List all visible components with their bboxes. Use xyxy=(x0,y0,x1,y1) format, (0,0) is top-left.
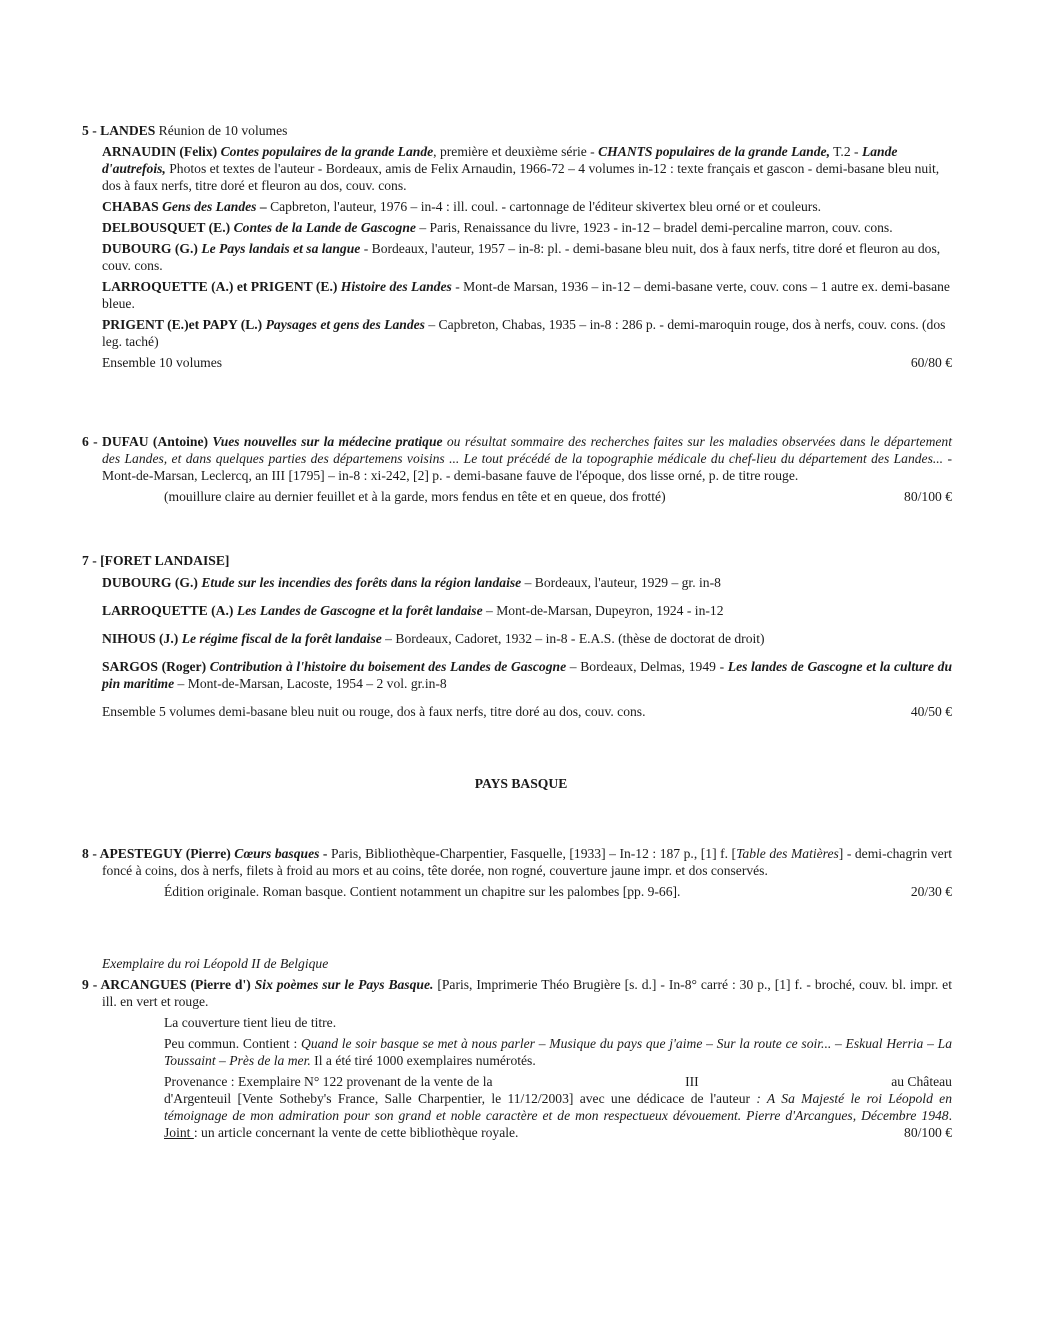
lot-5-price: 60/80 € xyxy=(910,355,952,370)
lot-8 xyxy=(82,845,952,900)
lot-9-price: 80/100 € xyxy=(904,1125,952,1140)
lot-5-heading: 5 - LANDES Réunion de 10 volumes xyxy=(82,123,288,138)
lot-6-note-row xyxy=(82,488,952,505)
lot-9-provenance-title: Exemplaire du roi Léopold II de Belgique xyxy=(102,956,329,971)
lot-7-price: 40/50 € xyxy=(910,704,952,719)
lot-7-nihous: NIHOUS (J.) Le régime fiscal de la forêt landaise – Bordeaux, Cadoret, 1932 – in-8 - E.A.S. (thèse de doctorat de droit) xyxy=(102,631,765,646)
lot-9-description: 9 - ARCANGUES (Pierre d') Six poèmes sur le Pays Basque. [Paris, Imprimerie Théo Brugière [s. d.] - In-8° carré : 30 p., [1] f. - broché, couv. bl. impr. et ill. en vert et rouge. xyxy=(82,977,952,1009)
lot-9-provenance-line: Provenance : Exemplaire N° 122 provenant de la vente de la III au Château xyxy=(164,1074,952,1089)
lot-6-note: (mouillure claire au dernier feuillet et à la garde, mors fendus en tête et en queue, dos frotté) xyxy=(164,489,666,504)
lot-8-note-row xyxy=(82,883,952,900)
lot-5-larroquette: LARROQUETTE (A.) et PRIGENT (E.) Histoire des Landes - Mont-de Marsan, 1936 – in-12 – demi-basane verte, couv. cons – 1 autre ex. demi-basane bleue. xyxy=(102,279,950,311)
lot-9-provenance: d'Argenteuil [Vente Sotheby's France, Salle Charpentier, le 11/12/2003] avec une dédicace de l'auteur : A Sa Majesté le roi Léopold en témoignage de mon admiration pour son grand et noble caractère et de mon respectueux dévouement. Pierre d'Arcangues, Décembre 1948. Joint : un article concernant la vente de cette bibliothèque royale. 80/100 € xyxy=(164,1091,952,1140)
lot-5 xyxy=(82,122,952,371)
lot-8-note: Édition originale. Roman basque. Contient notamment un chapitre sur les palombes [pp. 9-66]. xyxy=(164,884,681,899)
section-heading: PAYS BASQUE xyxy=(474,776,568,791)
lot-7 xyxy=(82,552,952,720)
lot-7-summary: Ensemble 5 volumes demi-basane bleu nuit ou rouge, dos à faux nerfs, titre doré au dos, couv. cons. 40/50 € xyxy=(102,704,952,719)
lot-9-note-2: Peu commun. Contient : Quand le soir basque se met à nous parler – Musique du pays que j'aime – Sur la route ce soir... – Eskual Herria – La Toussaint – Près de la mer. Il a été tiré 1000 exemplaires numérotés. xyxy=(164,1036,952,1068)
lot-6 xyxy=(82,433,952,505)
lot-7-heading: 7 - [FORET LANDAISE] xyxy=(82,553,230,568)
lot-5-summary: Ensemble 10 volumes 60/80 € xyxy=(102,355,952,370)
lot-8-description: 8 - APESTEGUY (Pierre) Cœurs basques - Paris, Bibliothèque-Charpentier, Fasquelle, [1933] – In-12 : 187 p., [1] f. [Table des Matières] - demi-chagrin vert foncé à coins, dos à nerfs, filets à froid au mors et au coins, tête dorée, non rogné, couverture jaune impr. et dos conservés. xyxy=(82,846,953,878)
lot-6-description: 6 - DUFAU (Antoine) Vues nouvelles sur la médecine pratique ou résultat sommaire des recherches faites sur les maladies observées dans le département des Landes, et dans quelques parties des départemens voisins ... Le tout précédé de la topographie médicale du chef-lieu du département des Landes... - Mont-de-Marsan, Leclercq, an III [1795] – in-8 : xi-242, [2] p. - demi-basane fauve de l'époque, dos lisse orné, p. de titre rouge. xyxy=(82,434,953,483)
lot-6-price: 80/100 € xyxy=(904,489,952,504)
lot-7-dubourg: DUBOURG (G.) Etude sur les incendies des forêts dans la région landaise – Bordeaux, l'auteur, 1929 – gr. in-8 xyxy=(102,575,721,590)
lot-5-prigent: PRIGENT (E.)et PAPY (L.) Paysages et gens des Landes – Capbreton, Chabas, 1935 – in-8 : 286 p. - demi-maroquin rouge, dos à nerfs, couv. cons. (dos leg. taché) xyxy=(102,317,946,349)
lot-5-delbousquet: DELBOUSQUET (E.) Contes de la Lande de Gascogne – Paris, Renaissance du livre, 1923 - in-12 – bradel demi-percaline marron, couv. cons. xyxy=(102,220,893,235)
lot-9-note-1: La couverture tient lieu de titre. xyxy=(164,1015,337,1030)
lot-5-dubourg: DUBOURG (G.) Le Pays landais et sa langue - Bordeaux, l'auteur, 1957 – in-8: pl. - demi-basane bleu nuit, dos à faux nerfs, titre doré et fleuron au dos, couv. cons. xyxy=(102,241,941,273)
lot-8-price: 20/30 € xyxy=(910,884,952,899)
lot-7-larroquette: LARROQUETTE (A.) Les Landes de Gascogne et la forêt landaise – Mont-de-Marsan, Dupeyron, 1924 - in-12 xyxy=(102,603,724,618)
lot-9 xyxy=(82,955,952,1141)
lot-7-sargos: SARGOS (Roger) Contribution à l'histoire du boisement des Landes de Gascogne – Bordeaux, Delmas, 1949 - Les landes de Gascogne et la culture du pin maritime – Mont-de-Marsan, Lacoste, 1954 – 2 vol. gr.in-8 xyxy=(102,659,953,691)
lot-5-chabas: CHABAS Gens des Landes – Capbreton, l'auteur, 1976 – in-4 : ill. coul. - cartonnage de l'éditeur skivertex bleu orné or et couleurs. xyxy=(102,199,822,214)
lot-5-arnaudin: ARNAUDIN (Felix) Contes populaires de la grande Lande, première et deuxième série - CHANTS populaires de la grande Lande, T.2 - Lande d'autrefois, Photos et textes de l'auteur - Bordeaux, amis de Felix Arnaudin, 1966-72 – 4 volumes in-12 : texte français et gascon - demi-basane bleu nuit, dos à faux nerfs, titre doré et fleuron au dos, couv. cons. xyxy=(102,144,940,193)
